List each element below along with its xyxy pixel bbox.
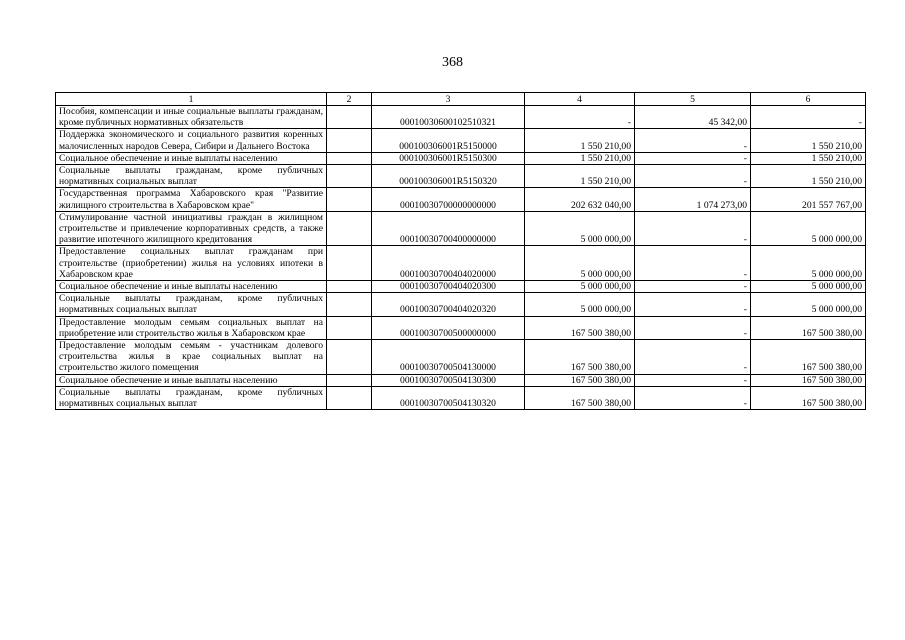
table-row [56,281,866,293]
table-row [56,316,866,339]
table-row [56,374,866,386]
row-name: Предоставление молодым семьям - участникам долевого строительства жилья в крае социальных выплат на строительство жилого помещения [56,340,327,375]
column-header-5: 5 [635,93,751,106]
column-header-4: 4 [525,93,635,106]
table-row [56,340,866,375]
column-header-1: 1 [56,93,327,106]
row-col5: - [635,246,751,281]
row-code: 000100306001R5150000 [372,129,525,152]
row-code: 00010030700404020000 [372,246,525,281]
page-number: 368 [442,55,463,70]
column-header-2: 2 [327,93,372,106]
table-header-row [56,93,866,106]
row-col6: 5 000 000,00 [751,246,866,281]
row-col4: 1 550 210,00 [525,129,635,152]
row-col4: 1 550 210,00 [525,165,635,188]
row-col4: 1 550 210,00 [525,152,635,164]
row-col4: 167 500 380,00 [525,316,635,339]
row-col4: 5 000 000,00 [525,281,635,293]
row-col6: 1 550 210,00 [751,129,866,152]
row-col2 [327,106,372,129]
row-col4: - [525,106,635,129]
row-col2 [327,211,372,246]
row-col2 [327,386,372,409]
row-col2 [327,316,372,339]
row-col2 [327,374,372,386]
row-col5: - [635,340,751,375]
row-col4: 167 500 380,00 [525,374,635,386]
row-name: Социальные выплаты гражданам, кроме публичных нормативных социальных выплат [56,293,327,316]
row-code: 00010030700400000000 [372,211,525,246]
row-col2 [327,188,372,211]
row-code: 00010030700504130000 [372,340,525,375]
row-col6: 167 500 380,00 [751,316,866,339]
row-col4: 5 000 000,00 [525,246,635,281]
row-col2 [327,246,372,281]
row-col6: 1 550 210,00 [751,165,866,188]
column-header-3: 3 [372,93,525,106]
row-col2 [327,340,372,375]
row-col5: - [635,165,751,188]
row-col5: 1 074 273,00 [635,188,751,211]
row-col5: - [635,374,751,386]
row-col6: 201 557 767,00 [751,188,866,211]
row-name: Предоставление молодым семьям социальных выплат на приобретение или строительство жилья в Хабаровском крае [56,316,327,339]
row-col4: 202 632 040,00 [525,188,635,211]
row-name: Стимулирование частной инициативы граждан в жилищном строительстве и привлечение корпоративных средств, а также развитие ипотечного жилищного кредитования [56,211,327,246]
row-col2 [327,129,372,152]
row-col6: 1 550 210,00 [751,152,866,164]
row-code: 00010030700504130300 [372,374,525,386]
table-row [56,211,866,246]
row-col5: - [635,152,751,164]
row-col6: 5 000 000,00 [751,211,866,246]
row-name: Государственная программа Хабаровского края "Развитие жилищного строительства в Хабаровском крае" [56,188,327,211]
row-code: 00010030700000000000 [372,188,525,211]
row-name: Социальное обеспечение и иные выплаты населению [56,152,327,164]
row-name: Поддержка экономического и социального развития коренных малочисленных народов Севера, Сибири и Дальнего Востока [56,129,327,152]
row-code: 000100306001R5150320 [372,165,525,188]
row-col4: 5 000 000,00 [525,293,635,316]
row-col6: 167 500 380,00 [751,340,866,375]
row-code: 00010030700504130320 [372,386,525,409]
row-col5: - [635,316,751,339]
row-name: Предоставление социальных выплат гражданам при строительстве (приобретении) жилья на условиях ипотеки в Хабаровском крае [56,246,327,281]
row-col6: 167 500 380,00 [751,386,866,409]
row-col2 [327,293,372,316]
row-col2 [327,165,372,188]
table-row [56,246,866,281]
table-row [56,386,866,409]
row-col6: - [751,106,866,129]
row-name: Социальные выплаты гражданам, кроме публичных нормативных социальных выплат [56,165,327,188]
table-row [56,293,866,316]
row-name: Социальное обеспечение и иные выплаты населению [56,374,327,386]
row-code: 00010030700404020320 [372,293,525,316]
row-col5: 45 342,00 [635,106,751,129]
row-col2 [327,281,372,293]
row-col5: - [635,211,751,246]
row-name: Социальные выплаты гражданам, кроме публичных нормативных социальных выплат [56,386,327,409]
column-header-6: 6 [751,93,866,106]
row-col5: - [635,281,751,293]
row-code: 000100306001R5150300 [372,152,525,164]
row-col6: 5 000 000,00 [751,281,866,293]
row-col6: 167 500 380,00 [751,374,866,386]
row-col5: - [635,293,751,316]
table-row [56,129,866,152]
row-code: 00010030700404020300 [372,281,525,293]
row-code: 00010030700500000000 [372,316,525,339]
row-col6: 5 000 000,00 [751,293,866,316]
table-row [56,152,866,164]
row-col4: 167 500 380,00 [525,340,635,375]
row-name: Пособия, компенсации и иные социальные выплаты гражданам, кроме публичных нормативных обязательств [56,106,327,129]
row-col4: 5 000 000,00 [525,211,635,246]
budget-table [55,92,866,410]
row-col4: 167 500 380,00 [525,386,635,409]
table-row [56,106,866,129]
row-col5: - [635,386,751,409]
table-row [56,188,866,211]
row-code: 00010030600102510321 [372,106,525,129]
table-row [56,165,866,188]
row-col5: - [635,129,751,152]
row-name: Социальное обеспечение и иные выплаты населению [56,281,327,293]
row-col2 [327,152,372,164]
